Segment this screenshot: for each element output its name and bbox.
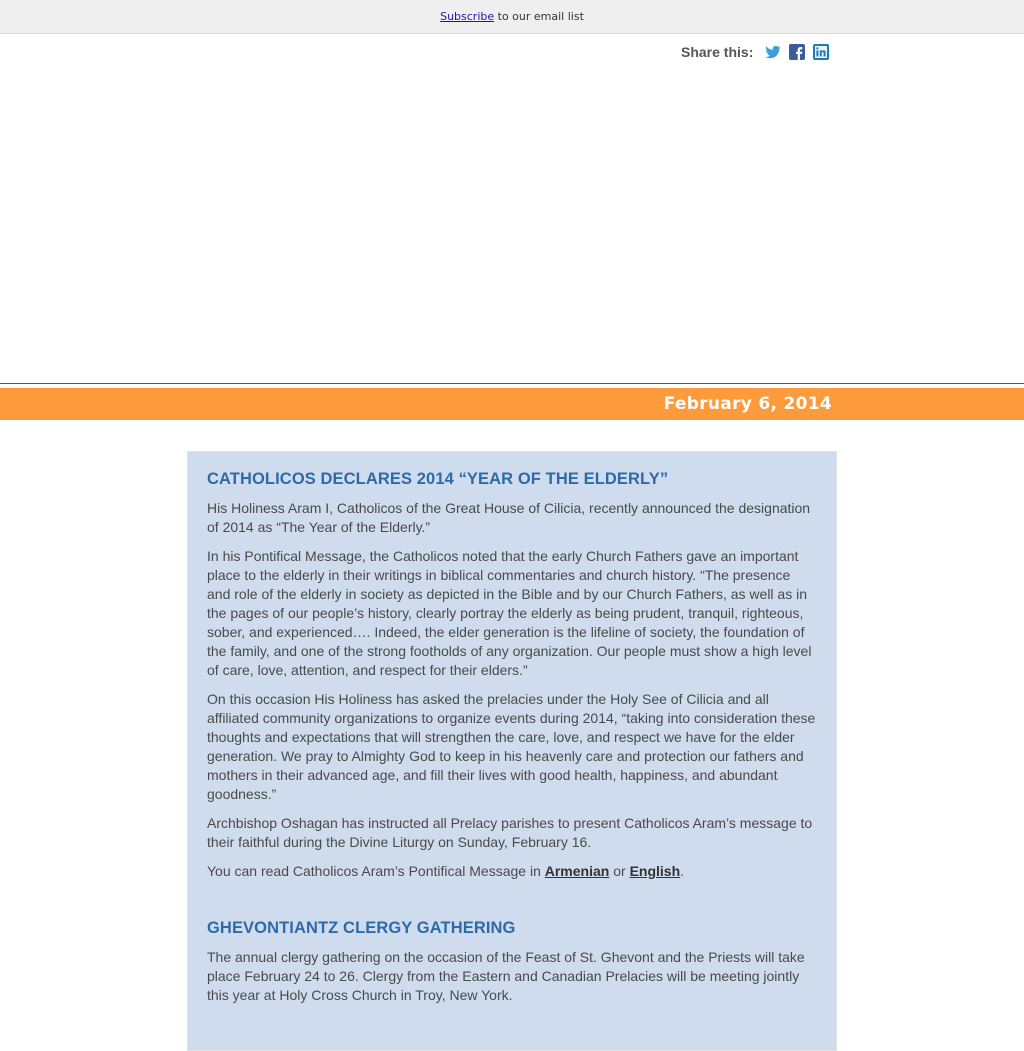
read-message-suffix: .: [680, 863, 685, 879]
article-title: GHEVONTIANTZ CLERGY GATHERING: [207, 919, 516, 937]
read-message-or: or: [609, 863, 630, 879]
issue-date: February 6, 2014: [663, 394, 832, 414]
article-paragraph: His Holiness Aram I, Catholicos of the Great House of Cilicia, recently announced the designation of 2014 as “The Year of the Elderly.”: [207, 500, 811, 535]
subscribe-suffix-text: to our email list: [494, 10, 584, 23]
subscribe-link[interactable]: Subscribe: [440, 10, 495, 23]
header-divider: [0, 383, 1024, 384]
share-label: Share this:: [681, 44, 754, 60]
article-year-of-elderly: [207, 470, 817, 881]
read-message-prefix: You can read Catholicos Aram’s Pontifical Message in: [207, 863, 545, 879]
share-bar: [681, 44, 837, 60]
article-clergy-gathering: [207, 919, 817, 1005]
article-title: CATHOLICOS DECLARES 2014 “YEAR OF THE ELDERLY”: [207, 470, 669, 488]
facebook-icon[interactable]: [789, 44, 805, 60]
armenian-message-link[interactable]: Armenian: [544, 863, 610, 879]
news-content-panel: [187, 451, 837, 1051]
subscribe-bar: [0, 0, 1024, 34]
english-message-link[interactable]: English: [629, 863, 681, 879]
article-paragraph: On this occasion His Holiness has asked the prelacies under the Holy See of Cilicia and all affiliated community organizations to organize events during 2014, “taking into consideration these thoughts and expectations that will strengthen the care, love, and respect we have for the elder generation. We pray to Almighty God to keep in his heavenly care and protection our fathers and mothers in their advanced age, and fill their lives with good health, happiness, and abundant goodness.”: [207, 691, 816, 802]
article-paragraph: In his Pontifical Message, the Catholicos noted that the early Church Fathers gave an important place to the elderly in their writings in biblical commentaries and church history. “The presence and role of the elderly in society as depicted in the Bible and by our Church Fathers, as well as in the pages of our people’s history, clearly portray the elderly as being prudent, tranquil, righteous, sober, and experienced…. Indeed, the elder generation is the lifeline of society, the foundation of the family, and one of the strong footholds of any organization. Our people must show a high level of care, love, attention, and respect for their elders.”: [207, 548, 812, 678]
twitter-icon[interactable]: [765, 44, 781, 60]
date-banner: [0, 388, 1024, 420]
article-paragraph: Archbishop Oshagan has instructed all Prelacy parishes to present Catholicos Aram’s message to their faithful during the Divine Liturgy on Sunday, February 16.: [207, 815, 813, 850]
read-message-line: [207, 862, 817, 881]
linkedin-icon[interactable]: [813, 44, 829, 60]
article-paragraph: The annual clergy gathering on the occasion of the Feast of St. Ghevont and the Priests will take place February 24 to 26. Clergy from the Eastern and Canadian Prelacies will be meeting jointly this year at Holy Cross Church in Troy, New York.: [207, 949, 805, 1003]
